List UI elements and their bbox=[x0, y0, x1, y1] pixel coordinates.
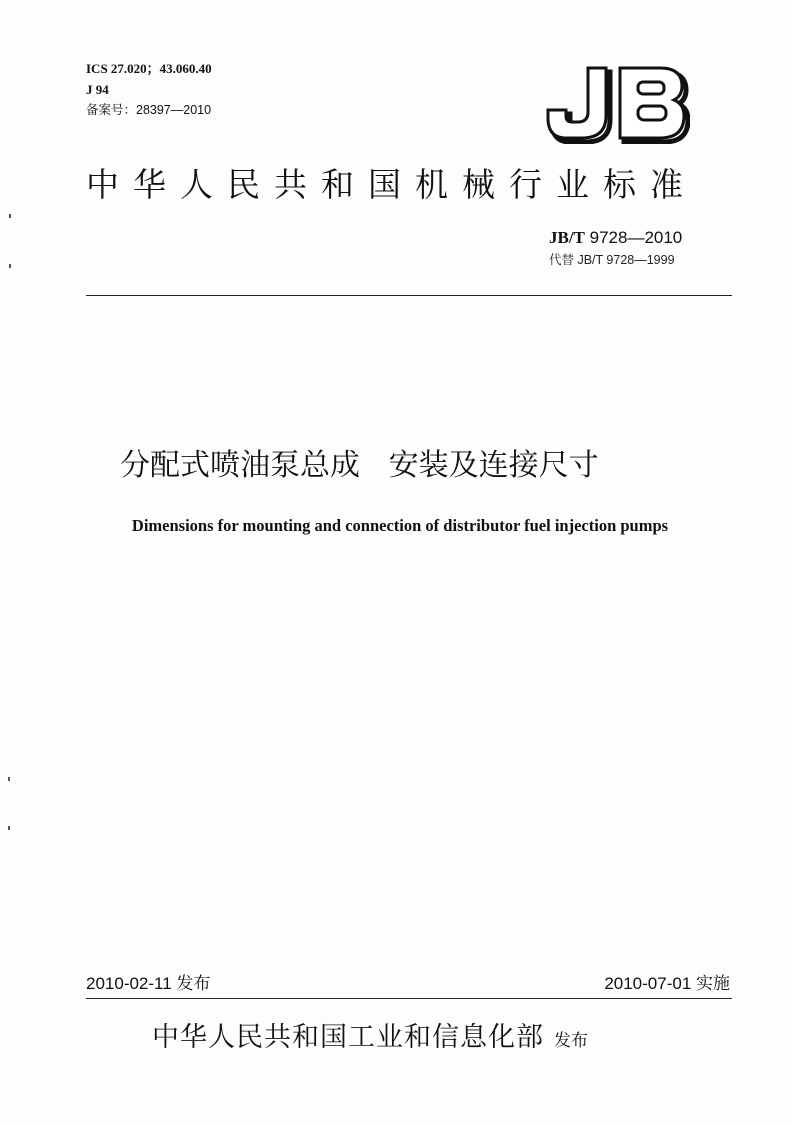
header-divider bbox=[86, 295, 732, 296]
scan-speck bbox=[8, 777, 10, 781]
publisher-organization: 中华人民共和国工业和信息化部 bbox=[152, 1022, 544, 1053]
publish-label: 发布 bbox=[554, 1031, 588, 1051]
ics-code: ICS 27.020；43.060.40 bbox=[86, 61, 212, 76]
footer-divider bbox=[86, 998, 732, 999]
jb-logo-b bbox=[620, 68, 688, 142]
jb-logo-j bbox=[548, 68, 610, 142]
standard-prefix: JB/T bbox=[549, 228, 585, 247]
document-title-english: Dimensions for mounting and connection of distributor fuel injection pumps bbox=[131, 516, 669, 535]
issue-date: 2010-02-11 发布 bbox=[86, 974, 211, 993]
scan-speck bbox=[9, 264, 11, 268]
ccs-code: J 94 bbox=[86, 82, 109, 97]
standard-code: 9728—2010 bbox=[584, 228, 683, 247]
publisher-line bbox=[152, 1018, 588, 1061]
standard-number bbox=[549, 226, 682, 250]
industry-standard-title: 中华人民共和国机械行业标准 bbox=[86, 165, 697, 204]
replaces-standard: 代替 JB/T 9728—1999 bbox=[549, 253, 675, 267]
scan-speck bbox=[9, 214, 11, 218]
document-title-chinese: 分配式喷油泵总成 安装及连接尺寸 bbox=[120, 448, 599, 483]
jb-logo bbox=[544, 62, 690, 144]
filing-number: 备案号：28397—2010 bbox=[86, 103, 212, 117]
scan-speck bbox=[8, 826, 10, 830]
implementation-date: 2010-07-01 实施 bbox=[604, 974, 730, 993]
classification-block bbox=[86, 58, 212, 121]
